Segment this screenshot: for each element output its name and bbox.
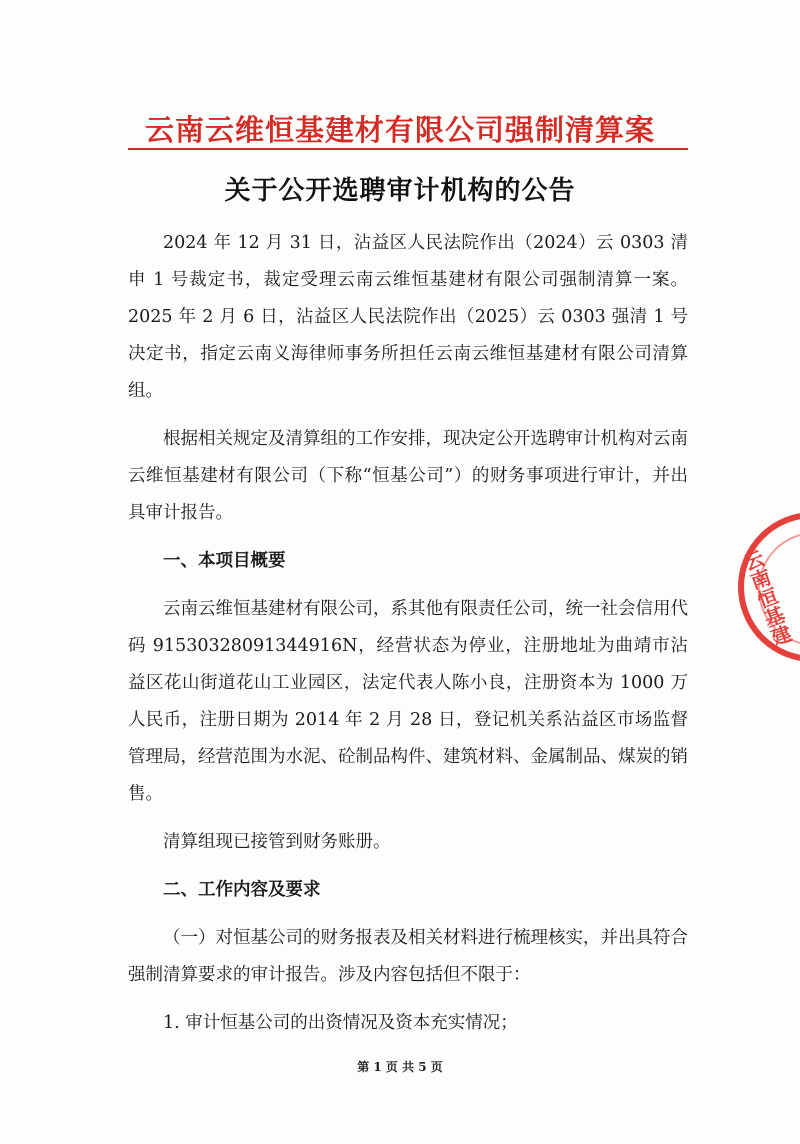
- page-number-footer: 第 1 页 共 5 页: [357, 1060, 443, 1074]
- official-seal-stamp: [738, 512, 800, 662]
- paragraph-audit-selection: 根据相关规定及清算组的工作安排，现决定公开选聘审计机构对云南云维恒基建材有限公司（下称“恒基公司”）的财务事项进行审计，并出具审计报告。: [128, 429, 688, 523]
- paragraph-audit-item-1: 1. 审计恒基公司的出资情况及资本充实情况；: [163, 1013, 518, 1033]
- header-red-rule: [128, 148, 688, 150]
- paragraph-company-info: 云南云维恒基建材有限公司，系其他有限责任公司，统一社会信用代码 91530328091344916N，经营状态为停业，注册地址为曲靖市沾益区花山街道花山工业园区，法定代表人陈小良，注册资本为 1000 万人民币，注册日期为 2014 年 2 月 28 日，登记机关系沾益区市场监督管理局，经营范围为水泥、砼制品构件、建筑材料、金属制品、煤炭的销售。: [128, 599, 688, 804]
- paragraph-court-ruling: 2024 年 12 月 31 日，沾益区人民法院作出（2024）云 0303 清申 1 号裁定书，裁定受理云南云维恒基建材有限公司强制清算一案。2025 年 2 月 6 日，沾益区人民法院作出（2025）云 0303 强清 1 号决定书，指定云南义海律师事务所担任云南云维恒基建材有限公司清算组。: [128, 233, 688, 401]
- document-body: [128, 225, 688, 1053]
- section-heading-project-overview: 一、本项目概要: [163, 551, 286, 571]
- section-heading-work-content: 二、工作内容及要求: [163, 880, 321, 900]
- paragraph-work-item-1: （一）对恒基公司的财务报表及相关材料进行梳理核实，并出具符合强制清算要求的审计报告。涉及内容包括但不限于：: [128, 928, 688, 985]
- paragraph-financial-records: 清算组现已接管到财务账册。: [163, 832, 391, 852]
- notice-title: 关于公开选聘审计机构的公告: [224, 176, 576, 206]
- seal-text: 云南恒基建: [737, 547, 795, 650]
- organization-header-title: 云南云维恒基建材有限公司强制清算案: [144, 113, 655, 147]
